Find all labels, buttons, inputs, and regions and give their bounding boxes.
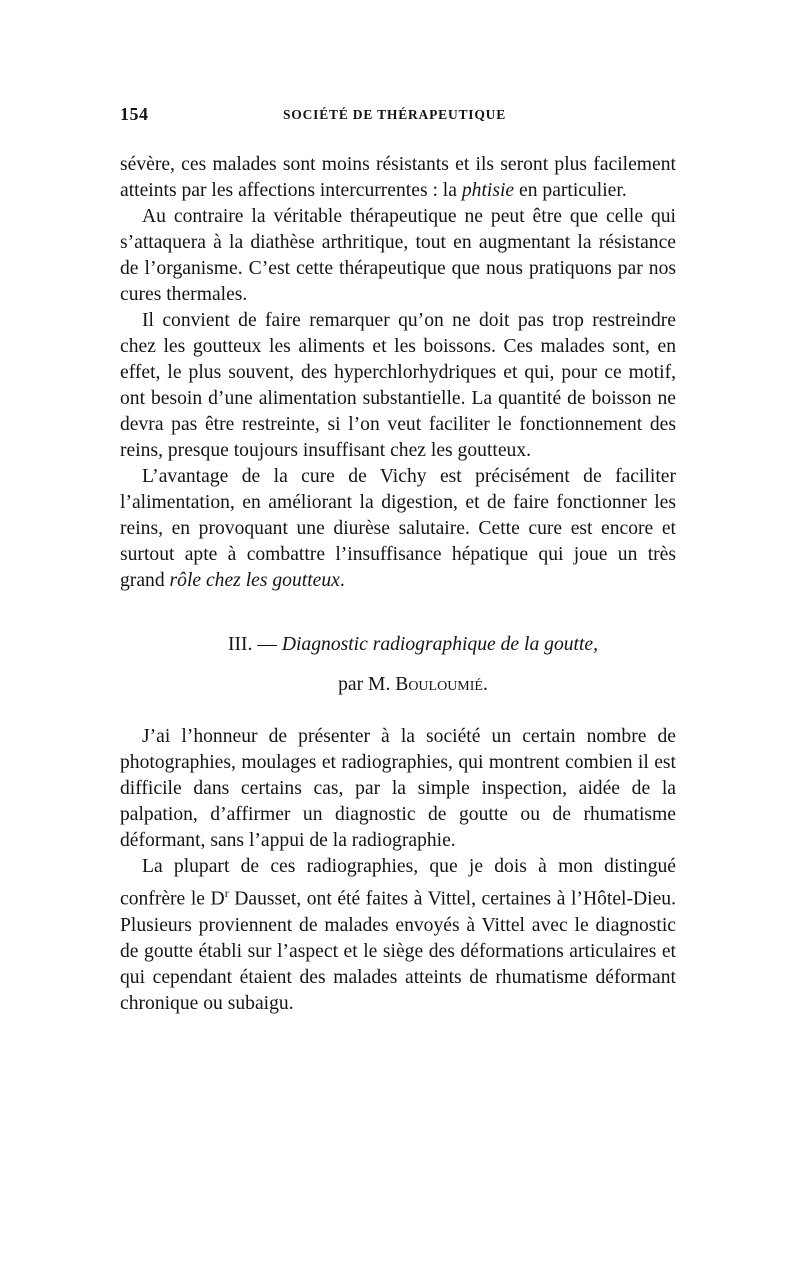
section-title-italic: Diagnostic radiographique de la goutte,: [281, 634, 599, 655]
paragraph-2: Au contraire la véritable thérapeutique ne peut être que celle qui s’attaquera à la diathèse arthritique, tout en augmentant la résistance de l’organisme. C’est cette thérapeutique que nous pratiquons par nos cures thermales.: [120, 206, 676, 305]
after-heading-gap: [120, 698, 676, 724]
running-head: [120, 104, 676, 130]
author-prefix: par M.: [338, 674, 396, 695]
paragraph-6: [120, 854, 676, 1017]
paragraph-1: [120, 152, 676, 204]
page-number: 154: [120, 104, 149, 124]
paragraph-1-text-a: sévère, ces malades sont moins résistants et ils seront plus facilement atteints par les affections intercurrentes : la: [120, 154, 676, 201]
paragraph-3: Il convient de faire remarquer qu’on ne doit pas trop restreindre chez les goutteux les aliments et les boissons. Ces malades sont, en effet, le plus souvent, des hyperchlorhydriques et qui, pour ce motif, ont besoin d’une alimentation substantielle. La quantité de boisson ne devra pas être restreinte, si l’on veut faciliter le fonctionnement des reins, presque toujours insuffisant chez les goutteux.: [120, 310, 676, 461]
paragraph-6-text-b: Dausset, ont été faites à Vittel, certaines à l’Hôtel-Dieu. Plusieurs proviennent de malades envoyés à Vittel avec le diagnostic de goutte établi sur l’aspect et le siège des déformations articulaires et qui cependant étaient des malades atteints de rhumatisme déformant chronique ou subaigu.: [120, 888, 676, 1014]
book-page: [120, 104, 676, 1017]
paragraph-4-text-b: .: [339, 570, 345, 591]
section-numeral: III. —: [227, 634, 282, 655]
paragraph-4-text-a: L’avantage de la cure de Vichy est précisément de faciliter l’alimentation, en améliorant la digestion, et de faire fonctionner les reins, en provoquant une diurèse salutaire. Cette cure est encore et surtout apte à combattre l’insuffisance hépatique qui joue un très grand: [120, 466, 676, 591]
paragraph-6-superscript: r: [224, 886, 229, 900]
paragraph-4: [120, 464, 676, 594]
section-author: [120, 672, 676, 698]
paragraph-5: J’ai l’honneur de présenter à la société un certain nombre de photographies, moulages et radiographies, qui montrent combien il est difficile dans certains cas, par la simple inspection, aidée de la palpation, d’affirmer un diagnostic de goutte ou de rhumatisme déformant, sans l’appui de la radiographie.: [120, 726, 676, 851]
paragraph-1-text-b: en particulier.: [514, 180, 627, 201]
paragraph-1-italic: phtisie: [461, 180, 515, 201]
author-name: Bouloumié.: [395, 674, 488, 695]
journal-title: SOCIÉTÉ DE THÉRAPEUTIQUE: [283, 107, 507, 122]
paragraph-4-italic: rôle chez les goutteux: [169, 570, 340, 591]
body-text: [120, 152, 676, 1017]
section-title: [150, 632, 676, 658]
section-gap: [120, 594, 676, 632]
paragraph-6-text-a: La plupart de ces radiographies, que je dois à mon distingué confrère le D: [120, 856, 676, 910]
